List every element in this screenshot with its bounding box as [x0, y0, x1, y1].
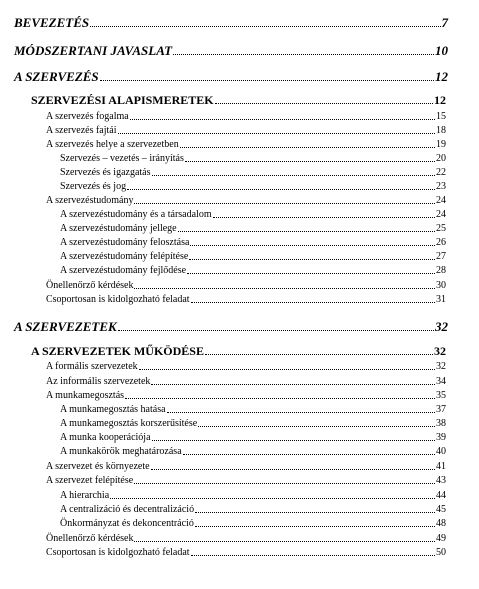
toc-entry-title: Önellenőrző kérdések [46, 533, 134, 544]
toc-entry[interactable] [46, 377, 446, 387]
toc-leader-dots [152, 440, 435, 441]
toc-entry-page: 19 [436, 139, 446, 150]
toc-leader-dots [134, 483, 435, 484]
toc-leader-dots [151, 469, 435, 470]
toc-entry[interactable] [46, 196, 446, 206]
toc-leader-dots [191, 302, 435, 303]
toc-entry[interactable] [46, 362, 446, 372]
toc-entry[interactable] [60, 433, 446, 443]
toc-entry[interactable] [60, 266, 446, 276]
toc-entry[interactable] [46, 534, 446, 544]
toc-entry[interactable] [60, 168, 446, 178]
toc-leader-dots [151, 384, 435, 385]
toc-entry-title: Csoportosan is kidolgozható feladat [46, 294, 190, 305]
toc-leader-dots [215, 103, 433, 104]
toc-entry-page: 30 [436, 280, 446, 291]
toc-entry-page: 15 [436, 111, 446, 122]
toc-entry-title: A szervezéstudomány jellege [60, 223, 177, 234]
toc-entry[interactable] [14, 70, 448, 83]
toc-entry-page: 45 [436, 504, 446, 515]
toc-entry-page: 48 [436, 518, 446, 529]
toc-entry-title: Az informális szervezetek [46, 376, 151, 387]
toc-entry-page: 41 [436, 461, 446, 472]
toc-leader-dots [167, 412, 435, 413]
toc-entry[interactable] [60, 210, 446, 220]
toc-entry[interactable] [60, 491, 446, 501]
toc-leader-dots [190, 245, 435, 246]
toc-entry[interactable] [60, 505, 446, 515]
toc-entry-title: A formális szervezetek [46, 361, 138, 372]
toc-entry-page: 27 [436, 251, 446, 262]
toc-entry-page: 37 [436, 404, 446, 415]
toc-leader-dots [187, 273, 435, 274]
toc-entry-page: 44 [436, 490, 446, 501]
toc-entry-title: A munkakörök meghatározása [60, 446, 182, 457]
toc-entry[interactable] [60, 154, 446, 164]
toc-entry[interactable] [60, 252, 446, 262]
toc-entry[interactable] [31, 94, 446, 106]
toc-entry-title: A munkamegosztás hatása [60, 404, 166, 415]
toc-leader-dots [183, 454, 435, 455]
toc-leader-dots [191, 555, 435, 556]
toc-leader-dots [185, 161, 435, 162]
toc-entry-page: 40 [436, 446, 446, 457]
toc-entry-title: A szervezéstudomány felosztása [60, 237, 190, 248]
toc-entry-title: A szervezés fogalma [46, 111, 129, 122]
toc-entry[interactable] [46, 462, 446, 472]
toc-entry-page: 32 [435, 319, 448, 334]
toc-entry[interactable] [60, 224, 446, 234]
toc-entry-page: 7 [441, 15, 448, 30]
toc-entry-title: A szervezet és környezete [46, 461, 150, 472]
toc-entry-page: 35 [436, 390, 446, 401]
toc-leader-dots [205, 354, 433, 355]
toc-entry-page: 38 [436, 418, 446, 429]
toc-entry-page: 34 [436, 376, 446, 387]
toc-entry-title: Szervezés és igazgatás [60, 167, 151, 178]
toc-entry-title: A szervezet felépítése [46, 475, 134, 486]
toc-entry[interactable] [46, 112, 446, 122]
toc-entry[interactable] [60, 519, 446, 529]
toc-entry-page: 28 [436, 265, 446, 276]
toc-entry-page: 22 [436, 167, 446, 178]
toc-entry[interactable] [46, 476, 446, 486]
toc-entry[interactable] [60, 447, 446, 457]
toc-entry-title: Önellenőrző kérdések [46, 280, 134, 291]
toc-entry[interactable] [14, 44, 448, 57]
toc-entry-page: 49 [436, 533, 446, 544]
toc-entry[interactable] [46, 295, 446, 305]
toc-entry-page: 39 [436, 432, 446, 443]
toc-entry-page: 23 [436, 181, 446, 192]
toc-entry[interactable] [46, 126, 446, 136]
toc-entry-page: 50 [436, 547, 446, 558]
toc-entry-page: 31 [436, 294, 446, 305]
toc-entry-title: A munkamegosztás korszerűsítése [60, 418, 198, 429]
toc-entry-title: A munkamegosztás [46, 390, 125, 401]
toc-entry-page: 32 [434, 344, 446, 358]
toc-leader-dots [110, 498, 435, 499]
toc-entry-page: 12 [435, 69, 448, 84]
toc-leader-dots [178, 231, 435, 232]
toc-leader-dots [90, 26, 440, 27]
toc-leader-dots [213, 217, 435, 218]
toc-entry[interactable] [14, 320, 448, 333]
toc-leader-dots [152, 175, 435, 176]
toc-leader-dots [134, 288, 435, 289]
toc-leader-dots [180, 147, 435, 148]
toc-entry-title: A SZERVEZÉS [14, 69, 99, 84]
toc-entry-page: 25 [436, 223, 446, 234]
toc-entry-page: 32 [436, 361, 446, 372]
toc-leader-dots [195, 526, 435, 527]
toc-entry[interactable] [31, 345, 446, 357]
toc-entry-page: 24 [436, 209, 446, 220]
toc-entry-title: Önkormányzat és dekoncentráció [60, 518, 194, 529]
toc-entry-title: A szervezéstudomány [46, 195, 134, 206]
toc-entry-title: A SZERVEZETEK MŰKÖDÉSE [31, 344, 204, 358]
toc-entry-title: MÓDSZERTANI JAVASLAT [14, 43, 173, 58]
toc-entry-page: 43 [436, 475, 446, 486]
toc-entry-page: 20 [436, 153, 446, 164]
toc-entry-page: 24 [436, 195, 446, 206]
toc-entry-title: Szervezés – vezetés – irányítás [60, 153, 184, 164]
toc-entry-page: 26 [436, 237, 446, 248]
toc-entry[interactable] [14, 16, 448, 29]
toc-entry[interactable] [46, 548, 446, 558]
toc-leader-dots [173, 54, 434, 55]
toc-entry-title: A szervezéstudomány felépítése [60, 251, 189, 262]
toc-entry-page: 18 [436, 125, 446, 136]
toc-entry-title: A szervezés helye a szervezetben [46, 139, 179, 150]
toc-entry-title: A centralizáció és decentralizáció [60, 504, 195, 515]
toc-leader-dots [125, 398, 435, 399]
toc-entry-title: A szervezéstudomány és a társadalom [60, 209, 212, 220]
toc-entry-title: Csoportosan is kidolgozható feladat [46, 547, 190, 558]
toc-entry-title: A munka kooperációja [60, 432, 151, 443]
toc-leader-dots [198, 426, 435, 427]
toc-entry-title: A hierarchia [60, 490, 110, 501]
toc-leader-dots [118, 330, 434, 331]
toc-entry[interactable] [46, 391, 446, 401]
toc-entry-title: Szervezés és jog [60, 181, 127, 192]
toc-leader-dots [127, 189, 435, 190]
toc-entry-title: SZERVEZÉSI ALAPISMERETEK [31, 93, 214, 107]
toc-leader-dots [130, 119, 435, 120]
toc-entry-page: 10 [435, 43, 448, 58]
toc-leader-dots [134, 203, 435, 204]
toc-entry-page: 12 [434, 93, 446, 107]
toc-entry-title: A szervezéstudomány fejlődése [60, 265, 187, 276]
toc-leader-dots [134, 541, 435, 542]
toc-entry-title: A szervezés fajtái [46, 125, 117, 136]
toc-entry-title: A SZERVEZETEK [14, 319, 117, 334]
toc-entry[interactable] [60, 182, 446, 192]
toc-entry-title: BEVEZETÉS [14, 15, 90, 30]
toc-entry[interactable] [60, 419, 446, 429]
toc-entry[interactable] [60, 405, 446, 415]
toc-leader-dots [195, 512, 435, 513]
toc-leader-dots [139, 369, 435, 370]
toc-entry[interactable] [60, 238, 446, 248]
toc-entry[interactable] [46, 281, 446, 291]
toc-entry[interactable] [46, 140, 446, 150]
toc-leader-dots [118, 133, 435, 134]
toc-leader-dots [100, 80, 434, 81]
toc-leader-dots [189, 259, 435, 260]
